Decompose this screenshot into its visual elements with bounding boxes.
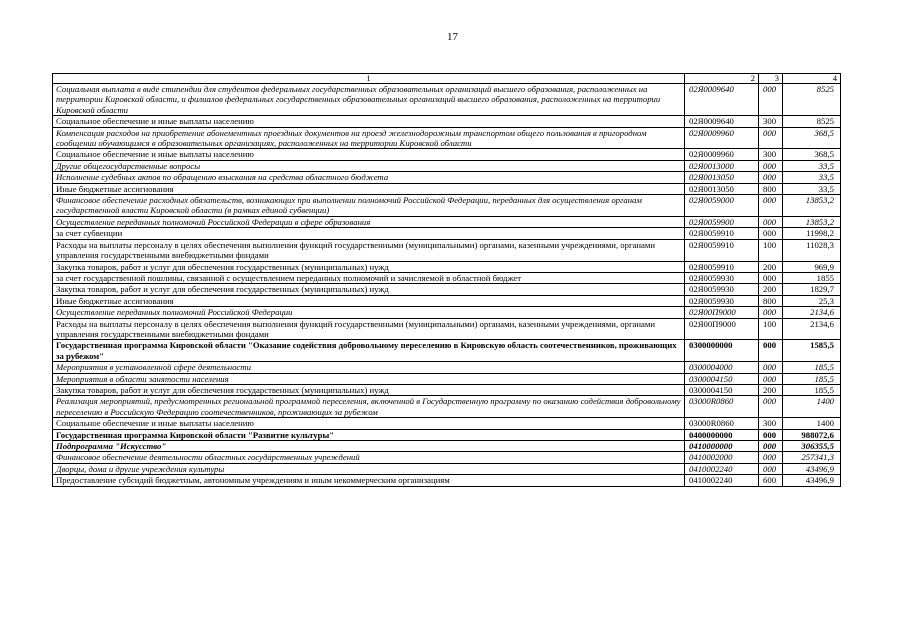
table-row <box>53 295 841 306</box>
table-row <box>53 183 841 194</box>
row-code-cell: 0410002240 <box>685 475 759 486</box>
row-name-cell: Финансовое обеспечение деятельности областных государственных учреждений <box>53 452 685 463</box>
row-amount-cell: 988072,6 <box>783 429 841 440</box>
row-amount-cell: 1855 <box>783 272 841 283</box>
row-name-cell: Реализация мероприятий, предусмотренных региональной программой переселения, включенной в Государственную программу по оказанию содействия добровольному переселению в Российскую Федерацию соотечественников, проживающих за рубежом <box>53 396 685 418</box>
table-row <box>53 149 841 160</box>
row-amount-cell: 368,5 <box>783 127 841 149</box>
table-row <box>53 340 841 362</box>
row-name-cell: Мероприятия в области занятости населения <box>53 373 685 384</box>
row-name-cell: Финансовое обеспечение расходных обязательств, возникающих при выполнении полномочий Российской Федерации, переданных для осуществления органам государственной власти Кировской области (в рамках единой субвенции) <box>53 195 685 217</box>
row-name-cell: Социальное обеспечение и иные выплаты населению <box>53 116 685 127</box>
table-row <box>53 195 841 217</box>
row-type-cell: 300 <box>759 418 783 429</box>
table-row <box>53 373 841 384</box>
row-code-cell: 02Я0059930 <box>685 295 759 306</box>
row-code-cell: 02Я0013050 <box>685 172 759 183</box>
table-row <box>53 463 841 474</box>
row-code-cell: 02Я0059930 <box>685 284 759 295</box>
row-type-cell: 100 <box>759 318 783 340</box>
row-code-cell: 0300000000 <box>685 340 759 362</box>
table-row <box>53 418 841 429</box>
row-name-cell: Закупка товаров, работ и услуг для обеспечения государственных (муниципальных) нужд <box>53 261 685 272</box>
row-code-cell: 02Я0059910 <box>685 228 759 239</box>
row-code-cell: 02Я0059910 <box>685 239 759 261</box>
table-row <box>53 307 841 318</box>
row-type-cell: 000 <box>759 84 783 116</box>
row-code-cell: 0400000000 <box>685 429 759 440</box>
table-row <box>53 441 841 452</box>
row-code-cell: 0410002240 <box>685 463 759 474</box>
row-type-cell: 000 <box>759 463 783 474</box>
row-name-cell: Расходы на выплаты персоналу в целях обеспечения выполнения функций государственными (муниципальными) органами, казенными учреждениями, органами управления государственными внебюджетными фондами <box>53 239 685 261</box>
row-amount-cell: 2134,6 <box>783 318 841 340</box>
table-row <box>53 396 841 418</box>
row-name-cell: за счет субвенции <box>53 228 685 239</box>
row-type-cell: 300 <box>759 149 783 160</box>
row-name-cell: Мероприятия в установленной сфере деятельности <box>53 362 685 373</box>
table-row <box>53 318 841 340</box>
row-code-cell: 02Я0059910 <box>685 261 759 272</box>
row-code-cell: 0300004150 <box>685 384 759 395</box>
table-row <box>53 284 841 295</box>
row-amount-cell: 1400 <box>783 418 841 429</box>
table-header-row <box>53 74 841 84</box>
table-row <box>53 216 841 227</box>
row-type-cell: 000 <box>759 429 783 440</box>
row-amount-cell: 306355,5 <box>783 441 841 452</box>
row-name-cell: Дворцы, дома и другие учреждения культуры <box>53 463 685 474</box>
row-type-cell: 200 <box>759 384 783 395</box>
row-amount-cell: 43496,9 <box>783 463 841 474</box>
row-type-cell: 800 <box>759 295 783 306</box>
row-type-cell: 000 <box>759 307 783 318</box>
row-name-cell: Социальная выплата в виде стипендии для студентов федеральных государственных образовательных организаций высшего образования, расположенных на территории Кировской области, и филиалов федеральных государственных образовательных организаций высшего образования, расположенных на территории Кировской области <box>53 84 685 116</box>
table-row <box>53 452 841 463</box>
row-code-cell: 02Я0009960 <box>685 149 759 160</box>
row-name-cell: Иные бюджетные ассигнования <box>53 295 685 306</box>
row-amount-cell: 43496,9 <box>783 475 841 486</box>
row-amount-cell: 33,5 <box>783 160 841 171</box>
row-code-cell: 02Я0009640 <box>685 84 759 116</box>
row-code-cell: 02Я0009960 <box>685 127 759 149</box>
header-cell-code: 2 <box>685 74 759 84</box>
table-row <box>53 172 841 183</box>
row-name-cell: Социальное обеспечение и иные выплаты населению <box>53 149 685 160</box>
row-type-cell: 000 <box>759 216 783 227</box>
row-code-cell: 02Я0013000 <box>685 160 759 171</box>
header-cell-type: 3 <box>759 74 783 84</box>
row-type-cell: 800 <box>759 183 783 194</box>
row-type-cell: 200 <box>759 261 783 272</box>
row-name-cell: Государственная программа Кировской области "Оказание содействия добровольному переселению в Кировскую область соотечественников, проживающих за рубежом" <box>53 340 685 362</box>
row-amount-cell: 1585,5 <box>783 340 841 362</box>
row-code-cell: 0410000000 <box>685 441 759 452</box>
row-name-cell: Закупка товаров, работ и услуг для обеспечения государственных (муниципальных) нужд <box>53 284 685 295</box>
row-code-cell: 02Я0009640 <box>685 116 759 127</box>
row-amount-cell: 33,5 <box>783 172 841 183</box>
row-amount-cell: 33,5 <box>783 183 841 194</box>
row-type-cell: 000 <box>759 373 783 384</box>
row-type-cell: 200 <box>759 284 783 295</box>
table-row <box>53 84 841 116</box>
row-type-cell: 100 <box>759 239 783 261</box>
row-type-cell: 000 <box>759 172 783 183</box>
row-type-cell: 600 <box>759 475 783 486</box>
row-amount-cell: 1400 <box>783 396 841 418</box>
row-type-cell: 000 <box>759 452 783 463</box>
row-code-cell: 0300004150 <box>685 373 759 384</box>
row-name-cell: Закупка товаров, работ и услуг для обеспечения государственных (муниципальных) нужд <box>53 384 685 395</box>
row-name-cell: Исполнение судебных актов по обращению взыскания на средства областного бюджета <box>53 172 685 183</box>
row-amount-cell: 257341,3 <box>783 452 841 463</box>
row-type-cell: 000 <box>759 228 783 239</box>
row-amount-cell: 185,5 <box>783 362 841 373</box>
row-code-cell: 0300004000 <box>685 362 759 373</box>
row-type-cell: 000 <box>759 127 783 149</box>
row-name-cell: Государственная программа Кировской области "Развитие культуры" <box>53 429 685 440</box>
row-amount-cell: 11028,3 <box>783 239 841 261</box>
row-amount-cell: 8525 <box>783 116 841 127</box>
row-amount-cell: 1829,7 <box>783 284 841 295</box>
row-amount-cell: 185,5 <box>783 373 841 384</box>
row-code-cell: 02Я0059900 <box>685 216 759 227</box>
row-amount-cell: 25,3 <box>783 295 841 306</box>
row-name-cell: Подпрограмма "Искусство" <box>53 441 685 452</box>
row-amount-cell: 2134,6 <box>783 307 841 318</box>
row-code-cell: 02Я0059930 <box>685 272 759 283</box>
header-cell-amount: 4 <box>783 74 841 84</box>
row-name-cell: Предоставление субсидий бюджетным, автономным учреждениям и иным некоммерческим организациям <box>53 475 685 486</box>
row-name-cell: Социальное обеспечение и иные выплаты населению <box>53 418 685 429</box>
row-amount-cell: 13853,2 <box>783 216 841 227</box>
row-type-cell: 000 <box>759 160 783 171</box>
row-type-cell: 300 <box>759 116 783 127</box>
row-code-cell: 02Я00П9000 <box>685 307 759 318</box>
row-amount-cell: 969,9 <box>783 261 841 272</box>
table-row <box>53 429 841 440</box>
table-row <box>53 384 841 395</box>
budget-table <box>52 73 841 487</box>
row-amount-cell: 13853,2 <box>783 195 841 217</box>
row-type-cell: 000 <box>759 272 783 283</box>
row-name-cell: Осуществление переданных полномочий Российской Федерации <box>53 307 685 318</box>
table-row <box>53 362 841 373</box>
row-type-cell: 000 <box>759 195 783 217</box>
row-code-cell: 02Я00П9000 <box>685 318 759 340</box>
row-code-cell: 02Я0059000 <box>685 195 759 217</box>
row-code-cell: 0410002000 <box>685 452 759 463</box>
row-type-cell: 000 <box>759 362 783 373</box>
table-row <box>53 228 841 239</box>
row-type-cell: 000 <box>759 396 783 418</box>
row-amount-cell: 185,5 <box>783 384 841 395</box>
row-amount-cell: 368,5 <box>783 149 841 160</box>
row-name-cell: Иные бюджетные ассигнования <box>53 183 685 194</box>
table-row <box>53 127 841 149</box>
row-name-cell: Осуществление переданных полномочий Российской Федерации в сфере образования <box>53 216 685 227</box>
table-row <box>53 160 841 171</box>
row-name-cell: Другие общегосударственные вопросы <box>53 160 685 171</box>
row-name-cell: Компенсация расходов на приобретение абонементных проездных документов на проезд железнодорожным транспортом общего пользования в пригородном сообщении обучающимся в образовательных организациях, расположенных на территории Кировской области <box>53 127 685 149</box>
row-code-cell: 03000R0860 <box>685 396 759 418</box>
row-code-cell: 03000R0860 <box>685 418 759 429</box>
page-number: 17 <box>447 31 458 43</box>
header-cell-name: 1 <box>53 74 685 84</box>
table-row <box>53 116 841 127</box>
table-row <box>53 239 841 261</box>
row-amount-cell: 11998,2 <box>783 228 841 239</box>
row-amount-cell: 8525 <box>783 84 841 116</box>
row-type-cell: 000 <box>759 340 783 362</box>
table-row <box>53 261 841 272</box>
row-name-cell: за счет государственной пошлины, связанной с осуществлением переданных полномочий и зачисляемой в областной бюджет <box>53 272 685 283</box>
row-name-cell: Расходы на выплаты персоналу в целях обеспечения выполнения функций государственными (муниципальными) органами, казенными учреждениями, органами управления государственными внебюджетными фондами <box>53 318 685 340</box>
table-row <box>53 272 841 283</box>
table-row <box>53 475 841 486</box>
row-type-cell: 000 <box>759 441 783 452</box>
row-code-cell: 02Я0013050 <box>685 183 759 194</box>
